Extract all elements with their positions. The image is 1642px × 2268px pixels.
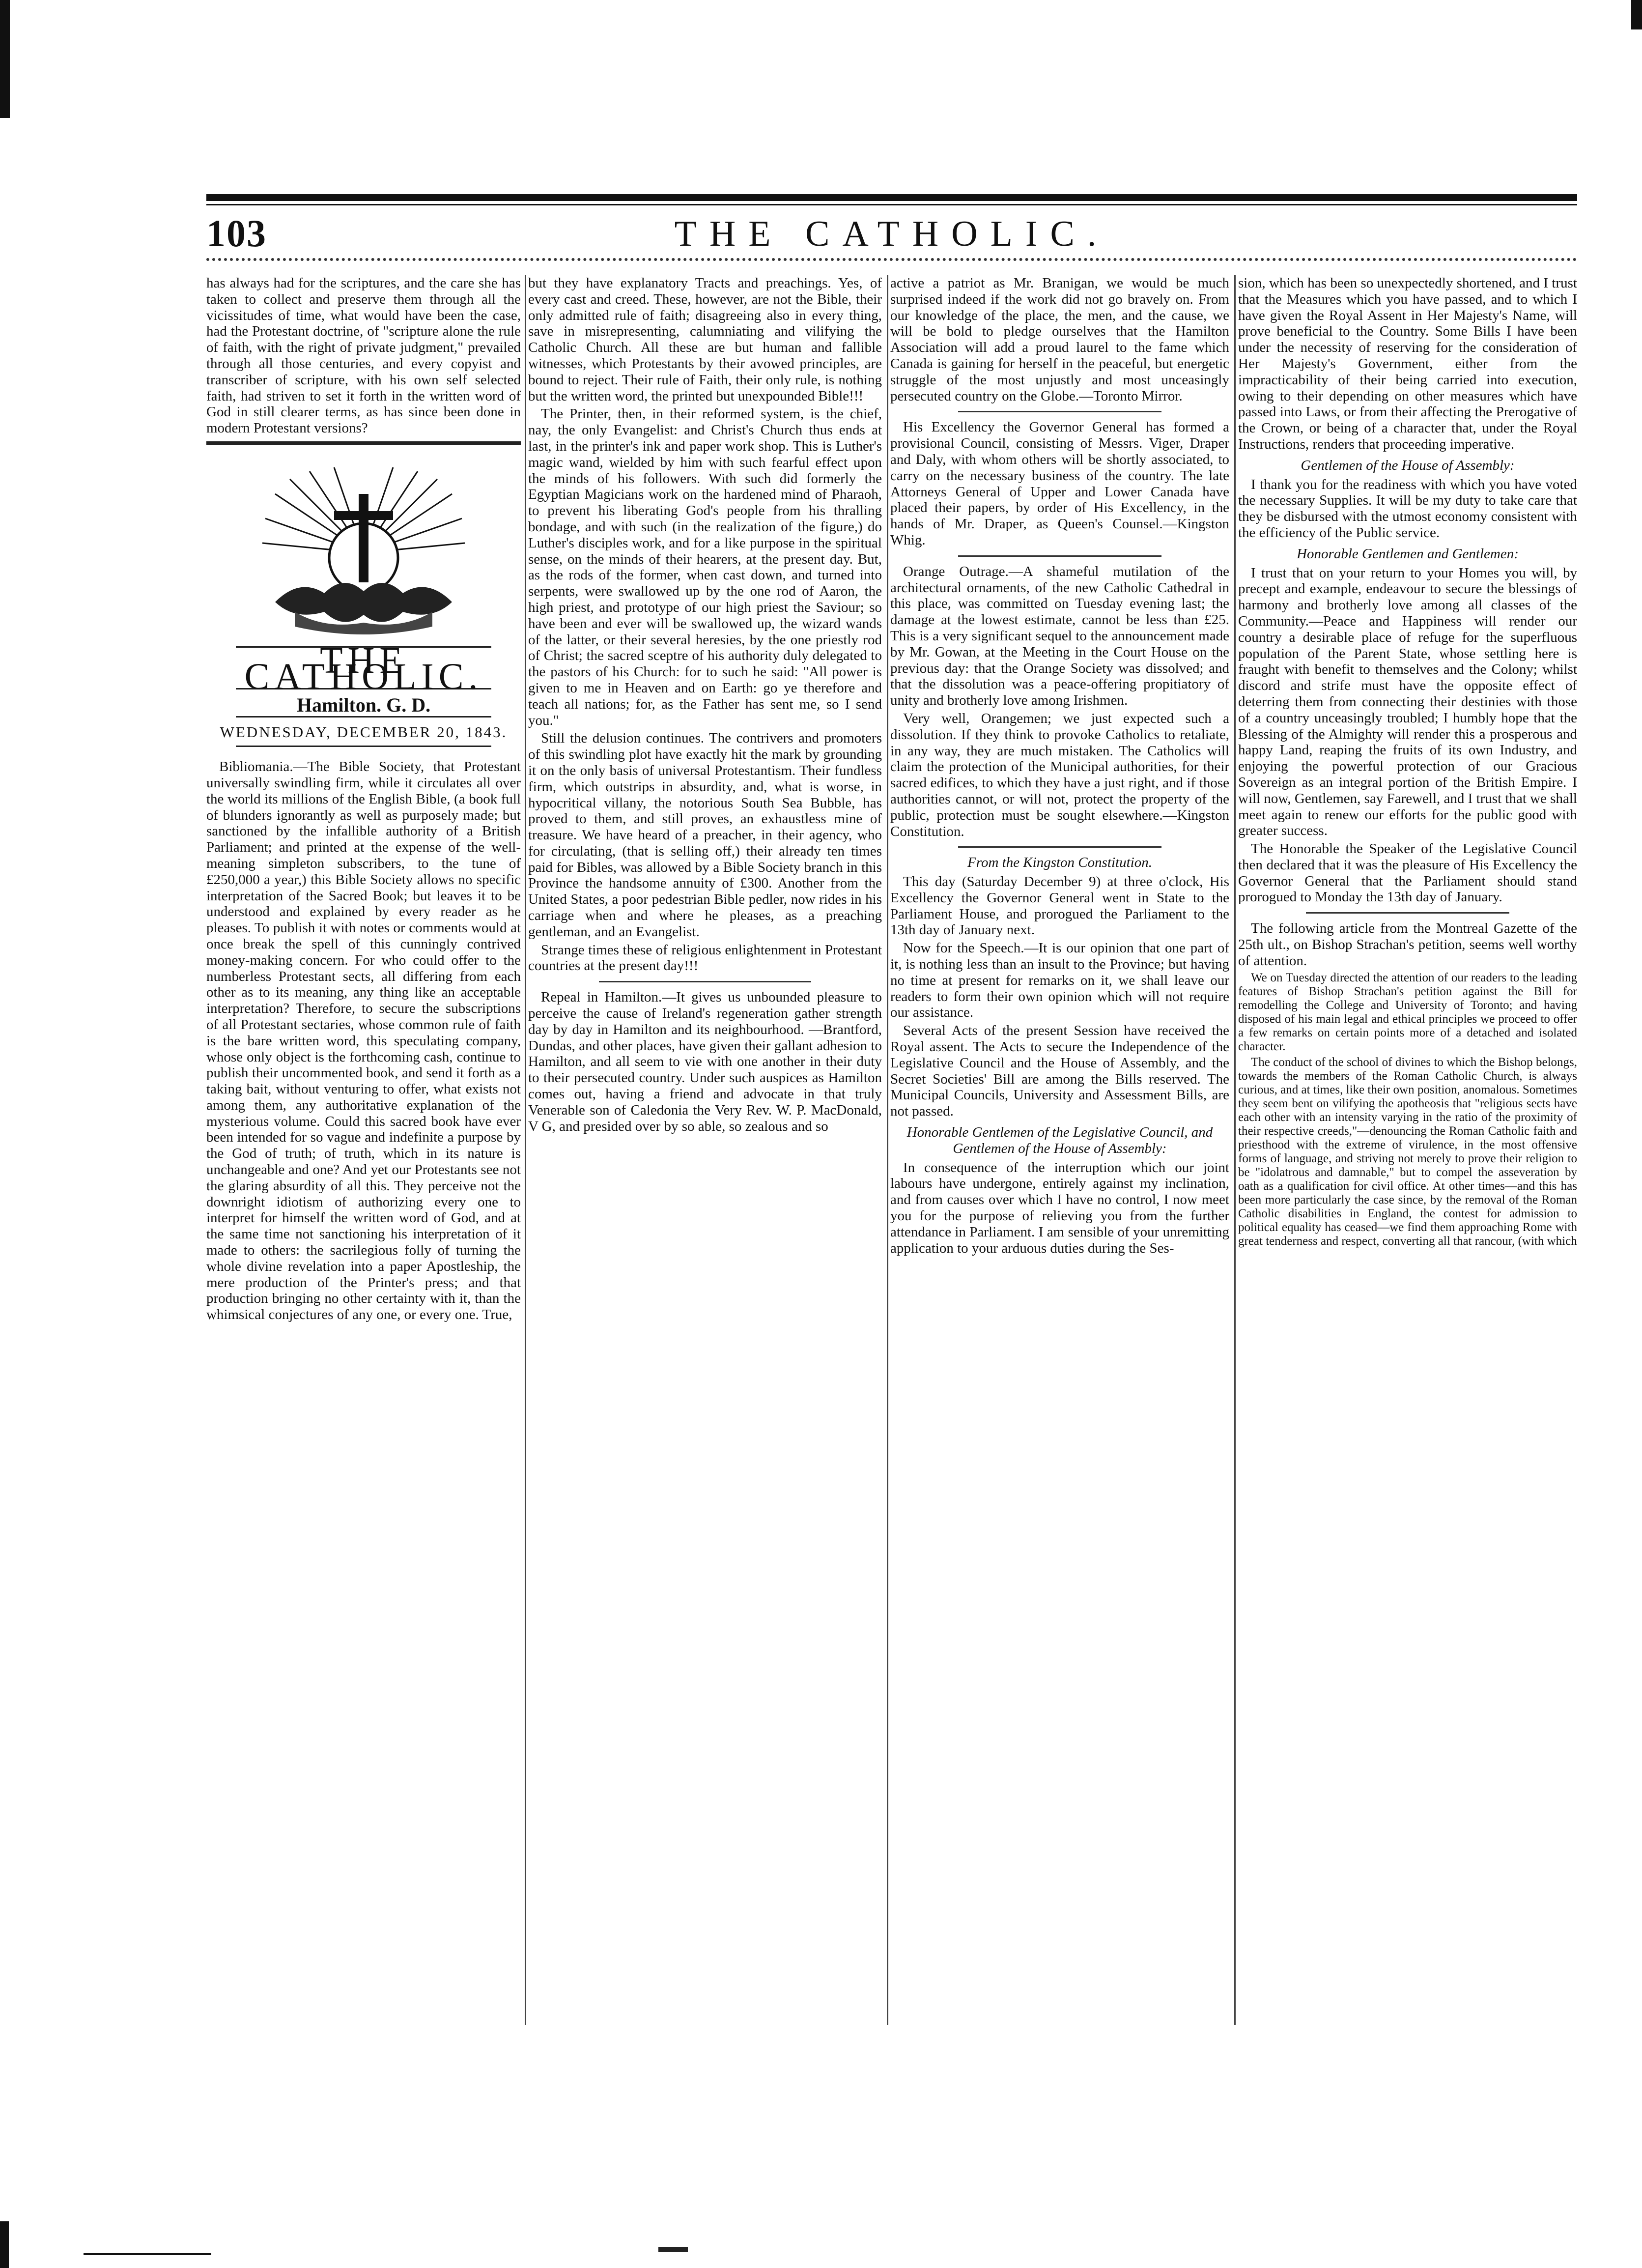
masthead-block [206, 464, 521, 747]
column-divider [1234, 275, 1236, 2025]
article-text: Now for the Speech.—It is our opinion that one part of it, is nothing less than an insult to the Province; but having no time at present for remarks on it, we shall leave our readers to form their own opinion which will not require our assistance. [890, 940, 1229, 1021]
section-heading: From the Kingston Constitution. [967, 855, 1152, 871]
bottom-print-mark [658, 2247, 688, 2252]
page-bottom-left-rule [84, 2253, 211, 2255]
article-text: In consequence of the interruption which our joint labours have undergone, entirely against my inclination, and from causes over which I have no control, I now meet you for the purpose of relieving you from the further attendance in Parliament. I am sensible of your unremitting application to your arduous duties during the Ses- [890, 1159, 1229, 1256]
left-edge-mark [0, 0, 10, 118]
article-text: This day (Saturday December 9) at three o'clock, His Excellency the Governor General went in State to the Parliament House, and prorogued the Parliament to the 13th day of January next. [890, 874, 1229, 938]
column-4 [1238, 275, 1577, 2266]
section-heading: Gentlemen of the House of Assembly: [1301, 457, 1515, 473]
section-rule [206, 441, 521, 445]
paper-name: THE CATHOLIC. [244, 639, 483, 697]
right-edge-mark [1631, 0, 1642, 29]
issue-date: WEDNESDAY, DECEMBER 20, 1843. [220, 723, 508, 741]
article-text: but they have explanatory Tracts and preachings. Yes, of every cast and creed. These, however, are not the Bible, their only admitted rule of faith; disagreeing also in every thing, save in misrepresenting, calumniating and vilifying the Catholic Church. All these are but human and fallible witnesses, which Protestants by their avowed principles, are bound to reject. Their rule of Faith, their only rule, is nothing but the written word, the printed but unexpounded Bible!!! [528, 275, 882, 404]
cross-emblem-icon [255, 464, 472, 641]
section-rule [1306, 912, 1509, 914]
header-top-rule [206, 194, 1577, 201]
article-text: active a patriot as Mr. Branigan, we would be much surprised indeed if the work did not go bravely on. From our knowledge of the place, the men, and the cause, we will be bold to pledge ourselves that the Hamilton Association will add a proud laurel to the fame which Canada is gaining for herself in the peaceful, but energetic struggle of the most unjustly and most unceasingly persecuted country on the Globe.—Toronto Mirror. [890, 275, 1229, 404]
column-divider [525, 275, 526, 2025]
section-rule [958, 555, 1161, 557]
article-bibliomania: Bibliomania.—The Bible Society, that Protestant universally swindling firm, while it circulates all over the world its millions of the English Bible, (a book full of blunders ignorantly as well as purposely made; but sanctioned by the infallible authority of a British Parliament; and printed at the expense of the well-meaning simpleton subscribers, to the tune of £250,000 a year,) this Bible Society allows no specific interpretation of the Sacred Book; but leaves it to be understood and explained by every reader as he pleases. To publish it with notes or comments would at once break the spell of this cunningly contrived money-making concern. For who could offer to the numberless Protestant sects, all differing from each other as to its meaning, any thing like an acceptable interpretation? Therefore, to secure the subscriptions of all Protestant sectaries, whose common rule of faith is the bare written word, this speculating company, whose only object is the forthcoming cash, continue to publish their uncommented book, and send it forth as a taking bait, without venturing to offer, what exists not among them, any authoritative explanation of the mysterious volume. Could this sacred book have ever been intended for so vague and indefinite a purpose by the God of truth; of truth, which in its nature is unchangeable and one? And yet our Protestants see not the glaring absurdity of all this. They perceive not the downright idiotism of authorizing every one to interpret for himself the written word of God, and at the same time not sanctioning his interpretation of it made to others: the sacrilegious folly of turning the whole divine revelation into a paper Apostleship, the mere production of the Printer's press; and that production bringing no other certainty with it, than the whimsical conjectures of any one, or every one. True, [206, 759, 521, 1323]
article-text: We on Tuesday directed the attention of our readers to the leading features of Bishop Strachan's petition against the Bill for remodelling the College and University of Toronto; and having disposed of his main legal and ethical principles we proceed to offer a few remarks on certain points more of a detached and isolated character. [1238, 971, 1577, 1053]
article-text: Several Acts of the present Session have received the Royal assent. The Acts to secure the Independence of the Legislative Council and the House of Assembly, and the Secret Societies' Bill are among the Bills reserved. The Municipal Councils, University and Assessment Bills, are not passed. [890, 1023, 1229, 1120]
section-heading: Honorable Gentlemen of the Legislative Council, and Gentlemen of the House of Assembly: [906, 1124, 1213, 1156]
article-text: His Excellency the Governor General has formed a provisional Council, consisting of Messrs. Viger, Draper and Daly, with whom others will be shortly associated, to carry on the necessary business of the country. The late Attorneys General of Upper and Lower Canada have placed their papers, by order of His Excellency, in the hands of Mr. Draper, as Queen's Counsel.—Kingston Whig. [890, 419, 1229, 548]
section-rule [599, 981, 811, 982]
masthead-rule [236, 716, 491, 718]
article-text: The conduct of the school of divines to which the Bishop belongs, towards the members of the Roman Catholic Church, is always curious, and at times, like their own position, anomalous. Sometimes they seem bent on vilifying the apotheosis that "religious sects have each other with an intensity varying in the ratio of the proximity of their respective creeds,"—denouncing the Roman Catholic faith and priesthood with the extreme of virulence, in the most offensive forms of language, and striving not merely to prove their religion to be "idolatrous and damnable," but to compel the asseveration by oath as a qualification for civil office. At other times—and this has been more particularly the case since, by the removal of the Roman Catholic disabilities in England, the contest for admission to political equality has ceased—we find them approaching Rome with great tenderness and respect, converting all that rancour, (with which [1238, 1055, 1577, 1248]
article-text: I thank you for the readiness with which you have voted the necessary Supplies. It will be my duty to take care that they be disbursed with the utmost economy consistent with the efficiency of the Public service. [1238, 476, 1577, 541]
page-header [206, 211, 1577, 256]
article-text: Very well, Orangemen; we just expected such a dissolution. If they think to provoke Catholics to retaliate, in any way, they are much mistaken. The Catholics will claim the protection of the Municipal authorities, for their sacred edifices, to which they have a just right, and if those authorities cannot, or will not, protect the property of the public, protection must be sought elsewhere.—Kingston Constitution. [890, 710, 1229, 839]
article-text: Still the delusion continues. The contrivers and promoters of this swindling plot have exactly hit the mark by grounding it on the only basis of universal Protestantism. Their fundless firm, which outstrips in absurdity, and, what is worse, in hypocritical villany, the notorious South Sea Bubble, has proved to them, and still proves, an exhaustless mine of treasure. We have heard of a preacher, in their agency, who for circulating, (that is selling off,) their already ten times paid for Bibles, was allowed by a Bible Society branch in this Province the handsome annuity of £300. Another from the United States, a poor pedestrian Bible pedler, now rides in his carriage when and where he pleases, as a preaching gentleman, and an Evangelist. [528, 730, 882, 940]
article-orange-outrage: Orange Outrage.—A shameful mutilation of the architectural ornaments, of the new Catholic Cathedral in this place, was committed on Tuesday evening last; the damage at the lowest estimate, cannot be less than £25. This is a very significant sequel to the announcement made by Mr. Gowan, at the Meeting in the Court House on the previous day: that the Orange Society was dissolved; and that the dissolution was a peace-offering propitiatory of unity and brotherly love among Irishmen. [890, 563, 1229, 709]
article-text: The following article from the Montreal Gazette of the 25th ult., on Bishop Strachan's petition, seems well worthy of attention. [1238, 920, 1577, 969]
article-text: sion, which has been so unexpectedly shortened, and I trust that the Measures which you have passed, and to which I have given the Royal Assent in Her Majesty's Name, will prove beneficial to the Country. Some Bills I have been under the necessity of reserving for the consideration of Her Majesty's Government, either from the impracticability of their being carried into execution, owing to their depending on other measures which have passed into Laws, or from their affecting the Prerogative of the Crown, or being of a character that, under the Royal Instructions, renders that proceeding imperative. [1238, 275, 1577, 452]
header-dotted-rule [206, 258, 1577, 261]
section-rule [958, 411, 1161, 412]
article-text: The Printer, then, in their reformed system, is the chief, nay, the only Evangelist: and Christ's Church thus ends at last, in the printer's ink and paper work shop. This is Luther's magic wand, wielded by him with such fearful effect upon the minds of his followers. With such did formerly the Egyptian Magicians work on the hardened mind of Pharaoh, to prevent his liberating God's people from his thralling bondage, and with such (in the realization of the figure,) do Luther's disciples work, and for a like purpose in the spiritual sense, on the minds of their hearers, at the present day. But, as the rods of the former, when cast down, and turned into serpents, were swallowed up by the one rod of Aaron, the high priest, and prototype of our high priest the Saviour; so have been and ever will be swallowed up, the wizard wands of the latter, or their several heresies, by the one priestly rod of Christ; the sacred sceptre of his authority duly delegated to the pastors of his Church: for to such he said: "All power is given to me in Heaven and on Earth: go ye therefore and teach all nations; for, as the Father has sent me, so I send you." [528, 406, 882, 728]
article-text: I trust that on your return to your Homes you will, by precept and example, endeavour to secure the blessings of harmony and brotherly love among all classes of the Community.—Peace and Happiness will render our country a desirable place of refuge for the superfluous population of the Parent State, whose settling here is fraught with benefit to themselves and the Colony; whilst discord and strife must have the opposite effect of deterring them from connecting their destinies with those of a country unceasingly troubled; I humbly hope that the Blessing of the Almighty will render this a prosperous and happy Land, reaping the fruits of its own Industry, and enjoying the powerful protection of our Gracious Sovereign as an integral portion of the British Empire. I will now, Gentlemen, say Farewell, and I trust that we shall meet again to renew our efforts for the public good with greater success. [1238, 565, 1577, 839]
column-divider [887, 275, 888, 2025]
column-1 [206, 275, 521, 2266]
header-top-thin-rule [206, 204, 1577, 205]
publication-place: Hamilton. G. D. [296, 693, 431, 716]
masthead-rule [236, 746, 491, 747]
article-repeal: Repeal in Hamilton.—It gives us unbounded pleasure to perceive the cause of Ireland's regeneration gather strength day by day in Hamilton and its neighbourhood. —Brantford, Dundas, and other places, have given their gallant adhesion to Hamilton, and all seem to vie with one another in their duty to their persecuted country. Under such auspices as Hamilton comes out, having a friend and advocate in that truly Venerable son of Caledonia the Very Rev. W. P. MacDonald, V G, and presided over by so able, so zealous and so [528, 989, 882, 1134]
column-2 [528, 275, 882, 2266]
article-text: has always had for the scriptures, and the care she has taken to collect and preserve them through all the vicissitudes of time, what would have been the case, had the Protestant doctrine, of "scripture alone the rule of faith, with the right of private judgment," prevailed through all those centuries, and every copyist and transcriber of scripture, with his own self selected faith, had striven to set it forth in the written word of God in still clearer terms, as has since been done in modern Protestant versions? [206, 275, 521, 436]
article-text: The Honorable the Speaker of the Legislative Council then declared that it was the pleasure of His Excellency the Governor General that the Parliament should stand prorogued to Monday the 13th day of January. [1238, 841, 1577, 905]
left-edge-mark-lower [0, 2221, 9, 2268]
article-text: Strange times these of religious enlightenment in Protestant countries at the present day!!! [528, 942, 882, 974]
column-3 [890, 275, 1229, 2266]
section-heading: Honorable Gentlemen and Gentlemen: [1297, 545, 1519, 562]
running-title: THE CATHOLIC. [674, 214, 1109, 254]
page-number: 103 [206, 212, 267, 255]
section-rule [958, 846, 1161, 848]
